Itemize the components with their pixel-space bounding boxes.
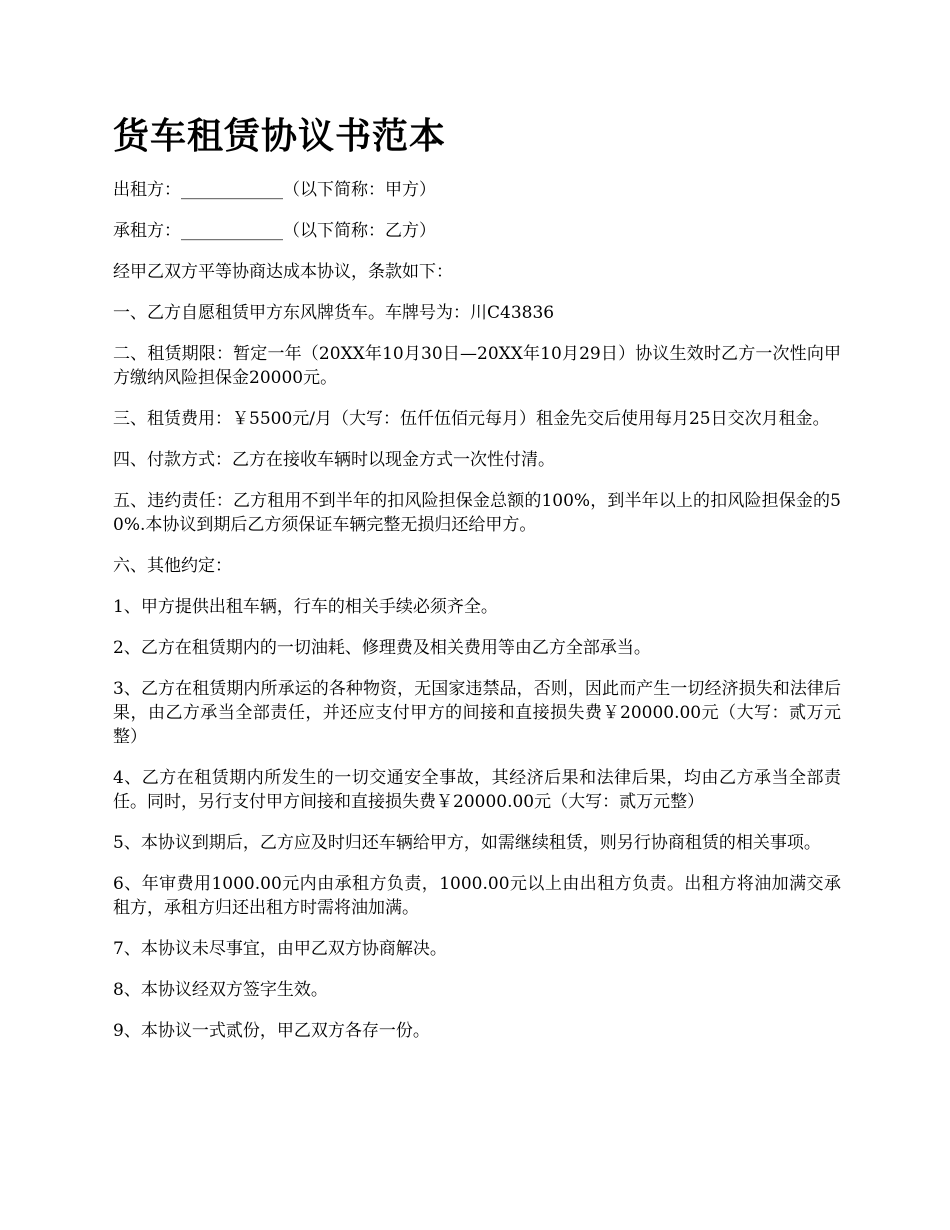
other-term-3: 3、乙方在租赁期内所承运的各种物资，无国家违禁品，否则，因此而产生一切经济损失和法律后果，由乙方承当全部责任，并还应支付甲方的间接和直接损失费￥20000.00元（大写：贰万元整） (113, 679, 841, 747)
clause-5: 五、违约责任：乙方租用不到半年的扣风险担保金总额的100%，到半年以上的扣风险担保金的50%.本协议到期后乙方须保证车辆完整无损归还给甲方。 (113, 491, 841, 535)
other-term-9: 9、本协议一式贰份，甲乙双方各存一份。 (113, 1021, 430, 1041)
other-term-6: 6、年审费用1000.00元内由承租方负责，1000.00元以上由出租方负责。出租方将油加满交承租方，承租方归还出租方时需将油加满。 (113, 874, 841, 918)
document-page (113, 112, 841, 1060)
clause-1: 一、乙方自愿租赁甲方东风牌货车。车牌号为：川C43836 (113, 303, 555, 323)
other-term-2: 2、乙方在租赁期内的一切油耗、修理费及相关费用等由乙方全部承当。 (113, 638, 651, 658)
lessee-line: 承租方：____________（以下简称：乙方） (113, 221, 436, 241)
clause-3: 三、租赁费用：￥5500元/月（大写：伍仟伍佰元每月）租金先交后使用每月25日交次月租金。 (113, 409, 830, 429)
clause-6-heading: 六、其他约定： (113, 556, 232, 576)
other-term-4: 4、乙方在租赁期内所发生的一切交通安全事故，其经济后果和法律后果，均由乙方承当全部责任。同时，另行支付甲方间接和直接损失费￥20000.00元（大写：贰万元整） (113, 768, 841, 812)
clause-4: 四、付款方式：乙方在接收车辆时以现金方式一次性付清。 (113, 450, 555, 470)
lessor-line: 出租方：____________（以下简称：甲方） (113, 180, 436, 200)
other-term-8: 8、本协议经双方签字生效。 (113, 980, 328, 1000)
other-term-1: 1、甲方提供出租车辆，行车的相关手续必须齐全。 (113, 597, 498, 617)
document-title: 货车租赁协议书范本 (113, 115, 447, 157)
intro-paragraph: 经甲乙双方平等协商达成本协议，条款如下： (113, 262, 453, 282)
other-term-5: 5、本协议到期后，乙方应及时归还车辆给甲方，如需继续租赁，则另行协商租赁的相关事项。 (113, 833, 821, 853)
other-term-7: 7、本协议未尽事宜，由甲乙双方协商解决。 (113, 939, 447, 959)
clause-2: 二、租赁期限：暂定一年（20XX年10月30日—20XX年10月29日）协议生效时乙方一次性向甲方缴纳风险担保金20000元。 (113, 344, 841, 388)
